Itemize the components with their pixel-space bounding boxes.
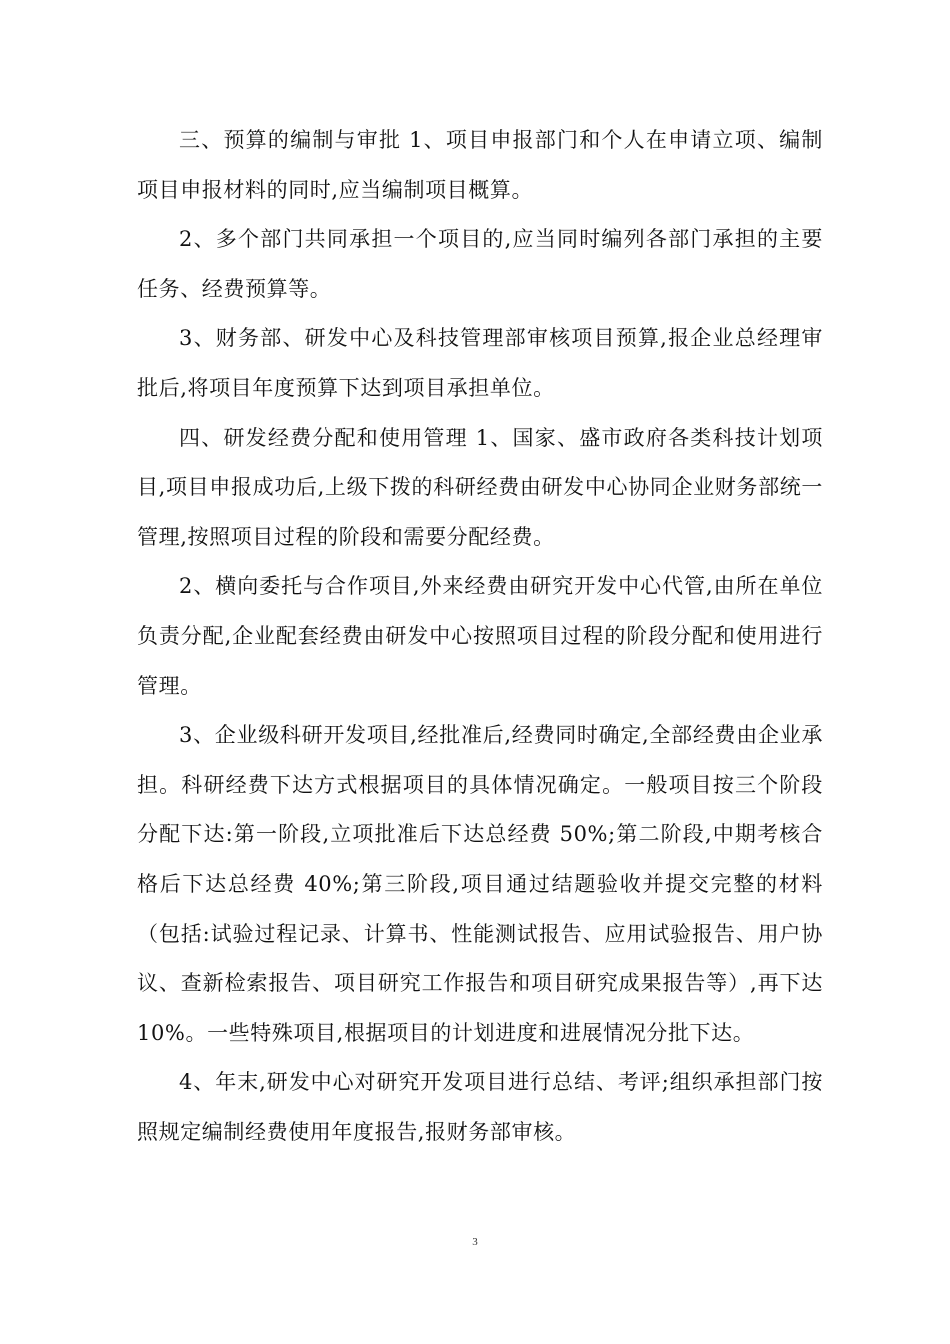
paragraph-budget-review: 3、财务部、研发中心及科技管理部审核项目预算,报企业总经理审批后,将项目年度预算下达到项目承担单位。 bbox=[137, 326, 823, 400]
page-number: 3 bbox=[472, 1236, 478, 1248]
document-body bbox=[137, 116, 823, 1157]
paragraph-budget-preparation: 三、预算的编制与审批 1、项目申报部门和个人在申请立项、编制项目申报材料的同时,应当编制项目概算。 bbox=[137, 128, 823, 202]
paragraph-multi-department: 2、多个部门共同承担一个项目的,应当同时编列各部门承担的主要任务、经费预算等。 bbox=[137, 227, 823, 301]
paragraph-funding-allocation: 四、研发经费分配和使用管理 1、国家、盛市政府各类科技计划项目,项目申报成功后,上级下拨的科研经费由研发中心协同企业财务部统一管理,按照项目过程的阶段和需要分配经费。 bbox=[137, 425, 823, 549]
paragraph-enterprise-projects: 3、企业级科研开发项目,经批准后,经费同时确定,全部经费由企业承担。科研经费下达方式根据项目的具体情况确定。一般项目按三个阶段分配下达:第一阶段,立项批准后下达总经费 50%;第二阶段,中期考核合格后下达总经费 40%;第三阶段,项目通过结题验收并提交完整的材料（包括:试验过程记录、计算书、性能测试报告、应用试验报告、用户协议、查新检索报告、项目研究工作报告和项目研究成果报告等）,再下达 10%。一些特殊项目,根据项目的计划进度和进展情况分批下达。 bbox=[137, 723, 823, 1045]
paragraph-horizontal-projects: 2、横向委托与合作项目,外来经费由研究开发中心代管,由所在单位负责分配,企业配套经费由研发中心按照项目过程的阶段分配和使用进行管理。 bbox=[137, 574, 823, 698]
paragraph-year-end-review: 4、年末,研发中心对研究开发项目进行总结、考评;组织承担部门按照规定编制经费使用年度报告,报财务部审核。 bbox=[137, 1070, 823, 1144]
